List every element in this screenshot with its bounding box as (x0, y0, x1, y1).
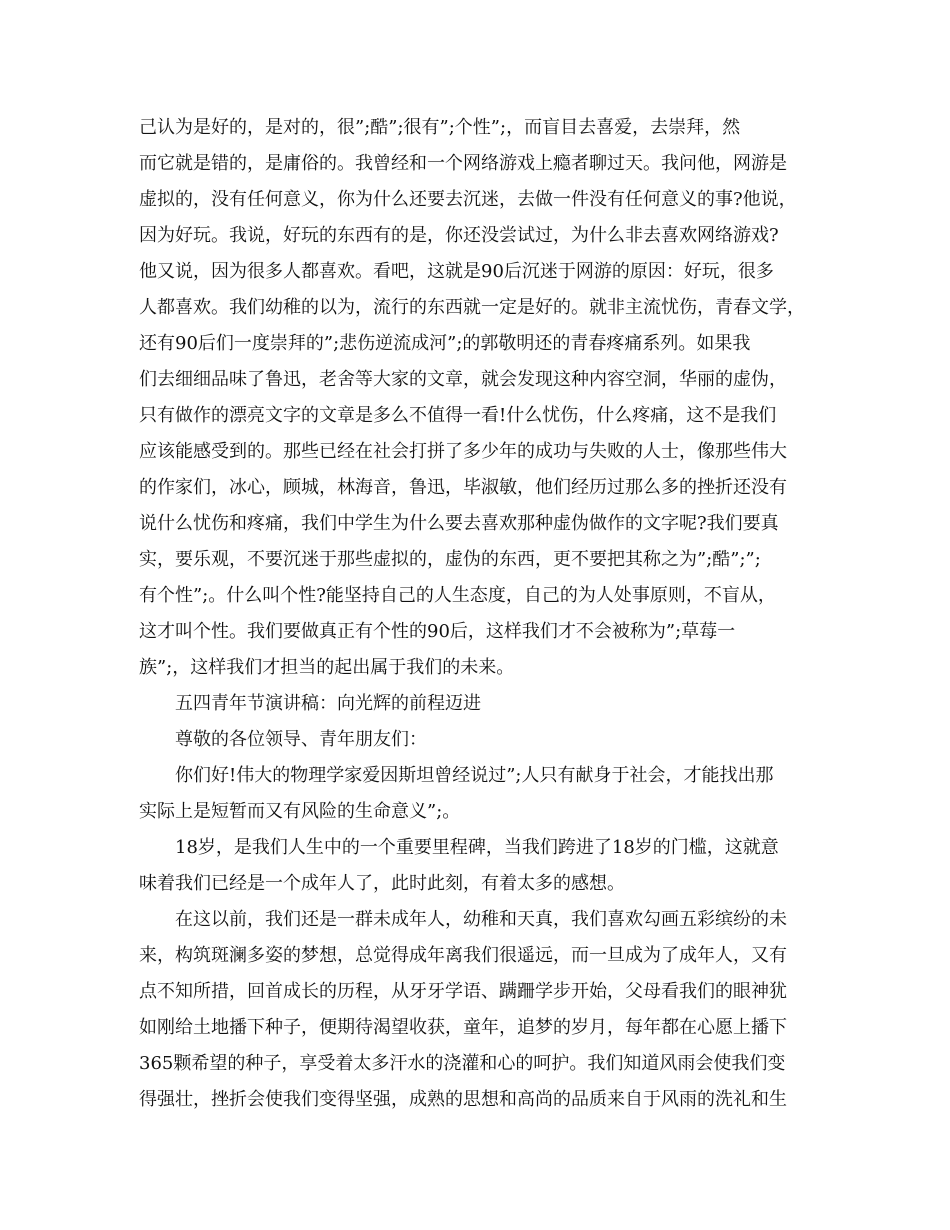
text-line: 味着我们已经是一个成年人了，此时此刻，有着太多的感想。 (139, 873, 625, 894)
text-line: 说什么忧伤和疼痛，我们中学生为什么要去喜欢那种虚伪做作的文字呢?我们要真 (139, 513, 779, 534)
text-line: 有个性”;。什么叫个性?能坚持自己的人生态度，自己的为人处事原则，不盲从， (139, 585, 776, 606)
paragraph-start: 你们好!伟大的物理学家爱因斯坦曾经说过”;人只有献身于社会，才能找出那 (175, 765, 774, 786)
text-line: 365颗希望的种子，享受着太多汗水的浇灌和心的呵护。我们知道风雨会使我们变 (139, 1053, 786, 1074)
text-line: 虚拟的，没有任何意义，你为什么还要去沉迷，去做一件没有任何意义的事?他说， (139, 189, 797, 210)
section-heading: 五四青年节演讲稿：向光辉的前程迈进 (175, 693, 481, 714)
text-line: 人都喜欢。我们幼稚的以为，流行的东西就一定是好的。就非主流忧伤，青春文学， (139, 297, 805, 318)
text-line: 己认为是好的，是对的，很”;酷”;很有”;个性”;，而盲目去喜爱，去崇拜，然 (139, 117, 741, 138)
text-line: 的作家们，冰心，顾城，林海音，鲁迅，毕淑敏，他们经历过那么多的挫折还没有 (139, 477, 787, 498)
text-line: 这才叫个性。我们要做真正有个性的90后，这样我们才不会被称为”;草莓一 (139, 621, 736, 642)
text-line: 来，构筑斑澜多姿的梦想，总觉得成年离我们很遥远，而一旦成为了成年人，又有 (139, 945, 787, 966)
text-line: 只有做作的漂亮文字的文章是多么不值得一看!什么忧伤，什么疼痛，这不是我们 (139, 405, 777, 426)
paragraph-start: 18岁，是我们人生中的一个重要里程碑，当我们跨进了18岁的门槛，这就意 (175, 837, 779, 858)
text-line: 应该能感受到的。那些已经在社会打拼了多少年的成功与失败的人士，像那些伟大 (139, 441, 787, 462)
text-line: 实际上是短暂而又有风险的生命意义”;。 (139, 801, 461, 822)
text-line: 如刚给土地播下种子，便期待渴望收获，童年，追梦的岁月，每年都在心愿上播下 (139, 1017, 787, 1038)
text-line: 因为好玩。我说，好玩的东西有的是，你还没尝试过，为什么非去喜欢网络游戏? (139, 225, 779, 246)
salutation: 尊敬的各位领导、青年朋友们： (175, 729, 427, 750)
paragraph-start: 在这以前，我们还是一群未成年人，幼稚和天真，我们喜欢勾画五彩缤纷的未 (175, 909, 787, 930)
text-line: 实，要乐观，不要沉迷于那些虚拟的，虚伪的东西，更不要把其称之为”;酷”;”; (139, 549, 761, 570)
body-text (139, 110, 819, 1118)
text-line: 点不知所措，回首成长的历程，从牙牙学语、蹒跚学步开始，父母看我们的眼神犹 (139, 981, 787, 1002)
text-line: 得强壮，挫折会使我们变得坚强，成熟的思想和高尚的品质来自于风雨的洗礼和生 (139, 1089, 787, 1110)
text-line: 们去细细品味了鲁迅，老舍等大家的文章，就会发现这种内容空洞，华丽的虚伪， (139, 369, 787, 390)
text-line: 族”;，这样我们才担当的起出属于我们的未来。 (139, 657, 515, 678)
text-line: 还有90后们一度崇拜的”;悲伤逆流成河”;的郭敬明还的青春疼痛系列。如果我 (139, 333, 751, 354)
text-line: 他又说，因为很多人都喜欢。看吧，这就是90后沉迷于网游的原因：好玩，很多 (139, 261, 774, 282)
text-line: 而它就是错的，是庸俗的。我曾经和一个网络游戏上瘾者聊过天。我问他，网游是 (139, 153, 787, 174)
